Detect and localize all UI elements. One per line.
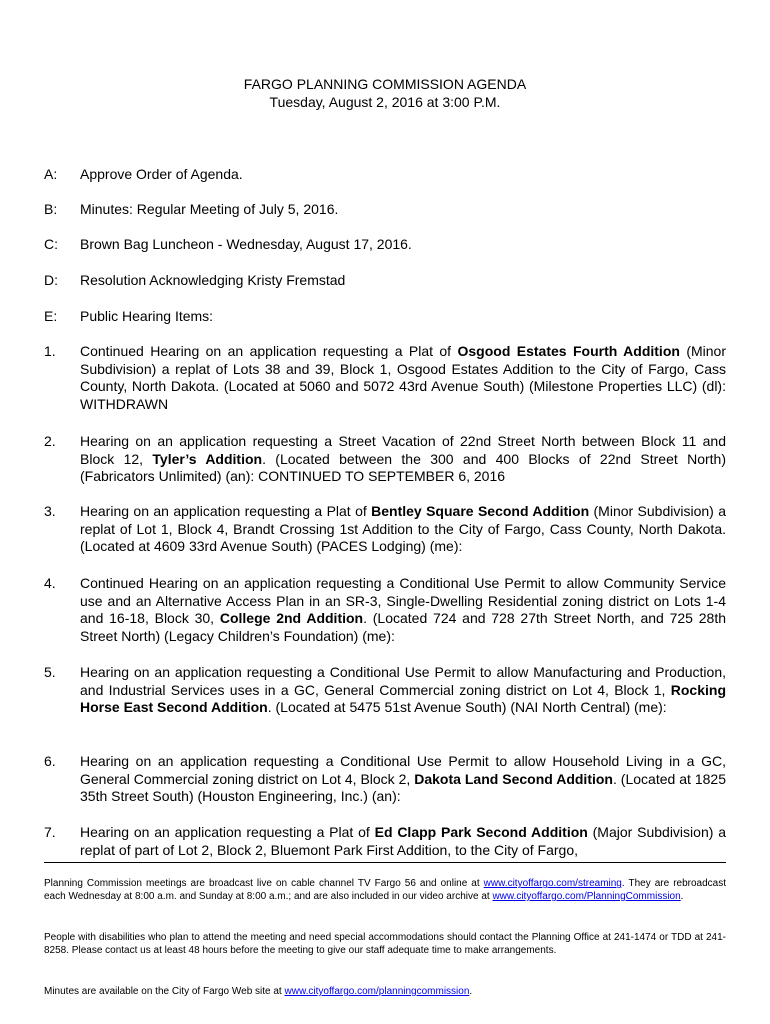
item-number: 1.: [44, 343, 56, 359]
item-text: Hearing on an application requesting a Plat of Ed Clapp Park Second Addition (Major Subdivision) a replat of part of Lot 2, Block 2, Bluemont Park First Addition, to the City of Fargo,: [80, 824, 726, 858]
item-text: Hearing on an application requesting a Conditional Use Permit to allow Manufacturing and Production, and Industrial Services uses in a GC, General Commercial zoning district on Lot 4, Block 1, Rocking Horse East Second Addition. (Located at 5475 51st Avenue South) (NAI North Central) (me):: [80, 664, 726, 716]
subdivision-name: Osgood Estates Fourth Addition: [457, 343, 680, 359]
item-text: Approve Order of Agenda.: [80, 166, 243, 182]
item-number: 6.: [44, 753, 56, 769]
agenda-item-b: [44, 201, 726, 219]
accommodations-note: People with disabilities who plan to attend the meeting and need special accommodations should contact the Planning Office at 241-1474 or TDD at 241-8258. Please contact us at least 48 hours before the meeting to give our staff adequate time to make arrangements.: [44, 932, 726, 956]
item-text: Continued Hearing on an application requesting a Conditional Use Permit to allow Community Service use and an Alternative Access Plan in an SR-3, Single-Dwelling Residential zoning district on Lots 1-4 and 16-18, Block 30, College 2nd Addition. (Located 724 and 728 27th Street North, and 725 28th Street North) (Legacy Children’s Foundation) (me):: [80, 575, 726, 644]
item-label: C:: [44, 236, 58, 252]
subdivision-name: Tyler’s Addition: [152, 450, 263, 467]
item-text: Hearing on an application requesting a Street Vacation of 22nd Street North between Block 11 and Block 12, Tyler’s Addition. (Located between the 300 and 400 Blocks of 22nd Street North) (Fabricators Unlimited) (an): CONTINUED TO SEPTEMBER 6, 2016: [80, 433, 726, 485]
item-label: B:: [44, 201, 58, 217]
streaming-link[interactable]: www.cityoffargo.com/streaming: [483, 878, 622, 889]
agenda-item-e: [44, 308, 726, 326]
hearing-item-5: [44, 664, 726, 717]
broadcast-note: Planning Commission meetings are broadcast live on cable channel TV Fargo 56 and online at www.cityoffargo.com/streaming. They are rebroadcast each Wednesday at 8:00 a.m. and Sunday at 8:00 a.m.; and are also included in our video archive at www.cityoffargo.com/PlanningCommission.: [44, 878, 726, 902]
item-label: A:: [44, 166, 58, 182]
hearing-item-3: [44, 503, 726, 556]
item-label: E:: [44, 308, 58, 324]
item-text: Public Hearing Items:: [80, 308, 214, 324]
hearing-item-4: [44, 575, 726, 645]
subdivision-name: College 2nd Addition: [219, 610, 364, 627]
footer-divider: [44, 862, 726, 863]
item-number: 2.: [44, 433, 56, 449]
item-label: D:: [44, 272, 58, 288]
hearing-item-2: [44, 433, 726, 486]
subdivision-name: Bentley Square Second Addition: [371, 503, 590, 519]
hearing-item-6: [44, 753, 726, 806]
item-text: Hearing on an application requesting a Plat of Bentley Square Second Addition (Minor Subdivision) a replat of Lot 1, Block 4, Brandt Crossing 1st Addition to the City of Fargo, Cass County, North Dakota. (Located at 4609 33rd Avenue South) (PACES Lodging) (me):: [80, 503, 726, 555]
agenda-item-d: [44, 272, 726, 290]
agenda-title: FARGO PLANNING COMMISSION AGENDA: [243, 76, 527, 92]
subdivision-name: Ed Clapp Park Second Addition: [374, 824, 588, 840]
hearing-item-7: [44, 824, 726, 859]
item-text: Brown Bag Luncheon - Wednesday, August 17, 2016.: [80, 236, 412, 252]
minutes-note: Minutes are available on the City of Fargo Web site at www.cityoffargo.com/planningcommission.: [44, 986, 473, 997]
item-number: 5.: [44, 664, 56, 680]
meeting-date: Tuesday, August 2, 2016 at 3:00 P.M.: [269, 94, 501, 110]
hearing-item-1: [44, 343, 726, 413]
item-text: Continued Hearing on an application requesting a Plat of Osgood Estates Fourth Addition (Minor Subdivision) a replat of Lots 38 and 39, Block 1, Osgood Estates Addition to the City of Fargo, Cass County, North Dakota. (Located at 5060 and 5072 43rd Avenue South) (Milestone Properties LLC) (dl): WITHDRAWN: [80, 343, 726, 412]
item-number: 4.: [44, 575, 56, 591]
item-number: 3.: [44, 503, 56, 519]
item-number: 7.: [44, 824, 56, 840]
item-text: Resolution Acknowledging Kristy Fremstad: [80, 272, 346, 288]
item-text: Hearing on an application requesting a Conditional Use Permit to allow Household Living in a GC, General Commercial zoning district on Lot 4, Block 2, Dakota Land Second Addition. (Located at 1825 35th Street South) (Houston Engineering, Inc.) (an):: [80, 753, 726, 805]
minutes-link[interactable]: www.cityoffargo.com/planningcommission: [284, 986, 470, 997]
item-text: Minutes: Regular Meeting of July 5, 2016.: [80, 201, 339, 217]
subdivision-name: Dakota Land Second Addition: [414, 770, 613, 787]
agenda-item-c: [44, 236, 726, 254]
subdivision-name: Rocking Horse East Second Addition: [80, 681, 726, 716]
agenda-item-a: [44, 166, 726, 184]
planning-commission-link[interactable]: www.cityoffargo.com/PlanningCommission: [492, 891, 681, 902]
